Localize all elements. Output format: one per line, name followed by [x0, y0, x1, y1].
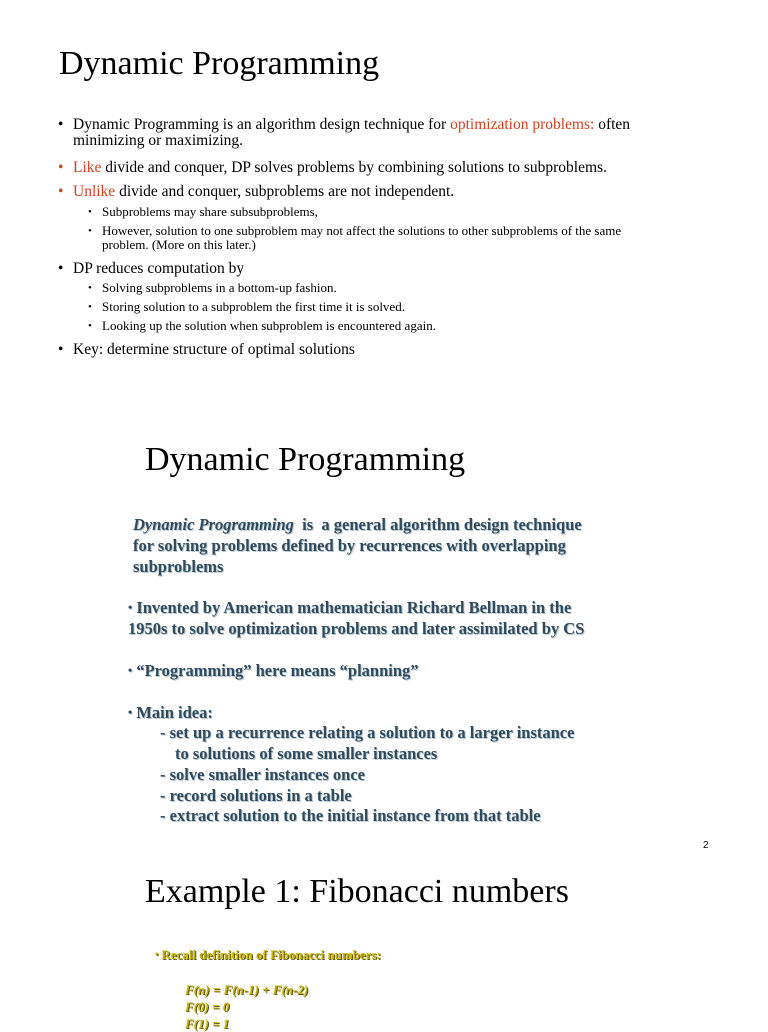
bullet-recall [155, 946, 381, 963]
sub-bullet-text: Storing solution to a subproblem the first time it is solved. [102, 299, 405, 314]
sub-bullet-looking-up [88, 319, 713, 333]
fib-fn2: F(n-2) [272, 982, 309, 997]
dash: - [160, 786, 170, 805]
bullet-dp-definition [58, 117, 718, 149]
bullet-like-divide-conquer [58, 160, 718, 176]
bullet-dot: • [58, 260, 64, 277]
sub-bullet-text: Subproblems may share subsubproblems, [102, 204, 318, 219]
bullet-text: Invented by American mathematician Richard Bellman in the [136, 598, 572, 617]
bullet-text-line2: 1950s to solve optimization problems and later assimilated by CS [128, 619, 585, 638]
sub-bullet-share [88, 205, 713, 219]
dp-intro-line1: is a general algorithm design technique [293, 515, 582, 534]
bullet-dot: • [58, 183, 64, 200]
dp-intro-italic: Dynamic Programming [133, 515, 294, 534]
sub-bullet-dot: • [88, 282, 92, 294]
bullet-dot: • [128, 600, 133, 614]
dash: - [160, 765, 170, 784]
sub-bullet-text: Looking up the solution when subproblem is encountered again. [102, 318, 436, 333]
fib-fn1: F(n-1) [223, 982, 259, 997]
highlight-unlike: Unlike [73, 183, 116, 200]
item-text: solve smaller instances once [169, 765, 366, 784]
bullet-text: divide and conquer, subproblems are not independent. [115, 183, 455, 200]
highlight-optimization-problems: optimization problems: [450, 116, 595, 133]
fib-fn: F(n) [185, 982, 210, 997]
sub-bullet-text-line2: problem. (More on this later.) [102, 237, 256, 252]
fib-f1: F(1) = 1 [185, 1016, 230, 1031]
dp-intro-line3: subproblems [133, 557, 224, 576]
main-idea-item-3 [160, 785, 352, 806]
bullet-dp-reduces [58, 261, 718, 277]
bullet-key [58, 342, 718, 358]
item-text-line2: to solutions of some smaller instances [175, 744, 438, 763]
fib-plus: + [258, 982, 273, 997]
bullet-text: Recall definition of Fibonacci numbers: [161, 947, 381, 962]
fib-eq: = [209, 982, 224, 997]
sub-bullet-dot: • [88, 225, 92, 237]
sub-bullet-storing [88, 300, 713, 314]
bullet-dot: • [58, 116, 64, 133]
bullet-programming [128, 660, 419, 681]
sub-bullet-bottom-up [88, 281, 713, 295]
bullet-text: “Programming” here means “planning” [136, 661, 419, 680]
bullet-text: DP reduces computation by [73, 260, 245, 277]
slide-1-title: Dynamic Programming [59, 45, 380, 82]
sub-bullet-text: Solving subproblems in a bottom-up fashion. [102, 280, 337, 295]
bullet-text: Main idea: [136, 703, 213, 722]
bullet-dot: • [58, 159, 64, 176]
highlight-like: Like [73, 159, 102, 176]
sub-bullet-however [88, 224, 713, 252]
fib-f0: F(0) = 0 [185, 999, 230, 1014]
bullet-text: Key: determine structure of optimal solutions [73, 341, 355, 358]
sub-bullet-dot: • [88, 301, 92, 313]
main-idea-item-4 [160, 805, 541, 826]
dash: - [160, 806, 170, 825]
main-idea-item-2 [160, 764, 365, 785]
sub-bullet-text: However, solution to one subproblem may not affect the solutions to other subproblems of the same [102, 223, 622, 238]
item-text: extract solution to the initial instance from that table [169, 806, 541, 825]
bullet-main-idea [128, 702, 213, 723]
bullet-text-line2: minimizing or maximizing. [73, 132, 244, 149]
bullet-text-tail: often [594, 116, 631, 133]
bullet-dot: • [128, 663, 133, 677]
bullet-text: Dynamic Programming is an algorithm design technique for [73, 116, 451, 133]
sub-bullet-dot: • [88, 206, 92, 218]
main-idea-item-1 [160, 722, 574, 764]
bullet-dot: • [128, 705, 133, 719]
bullet-dot: • [58, 341, 64, 358]
page-number: 2 [703, 840, 709, 851]
slide-2-title: Dynamic Programming [145, 441, 466, 478]
fib-recurrence [185, 981, 308, 998]
dp-intro-paragraph [133, 514, 582, 577]
item-text: record solutions in a table [169, 786, 352, 805]
item-text: set up a recurrence relating a solution to a larger instance [169, 723, 575, 742]
bullet-unlike-divide-conquer [58, 184, 718, 200]
sub-bullet-dot: • [88, 320, 92, 332]
slide-3-title: Example 1: Fibonacci numbers [145, 873, 569, 910]
bullet-invented [128, 597, 584, 639]
bullet-dot: • [155, 949, 159, 959]
dp-intro-line2: for solving problems defined by recurrences with overlapping [133, 536, 566, 555]
bullet-text: divide and conquer, DP solves problems by combining solutions to subproblems. [101, 159, 607, 176]
dash: - [160, 723, 170, 742]
fib-base-0 [185, 998, 229, 1015]
